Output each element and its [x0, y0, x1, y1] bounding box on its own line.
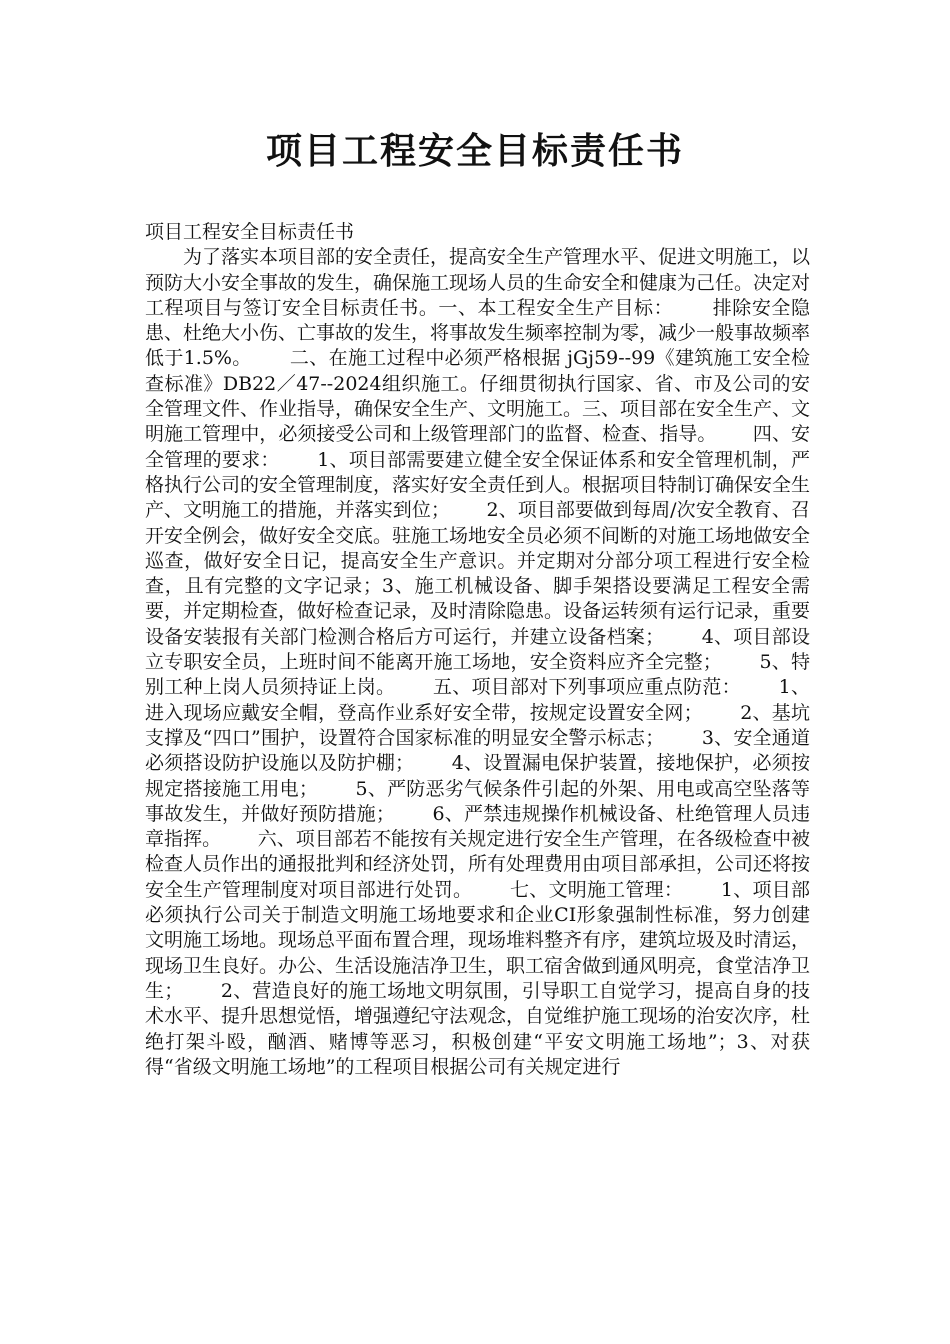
document-title: 项目工程安全目标责任书 — [265, 131, 684, 172]
document-paragraph: 为了落实本项目部的安全责任，提高安全生产管理水平、促进文明施工，以预防大小安全事故的发生，确保施工现场人员的生命安全和健康为己任。决定对工程项目与签订安全目标责任书。一、本工程安全生产目标： 排除安全隐患、杜绝大小伤、亡事故的发生，将事故发生频率控制为零，减少一般事故频率低于1.5%。 二、在施工过程中必须严格根据 jGj59--99《建筑施工安全检查标准》DB22／47--2024组织施工。仔细贯彻执行国家、省、市及公司的安全管理文件、作业指导，确保安全生产、文明施工。三、项目部在安全生产、文明施工管理中，必须接受公司和上级管理部门的监督、检查、指导。 四、安全管理的要求： 1、项目部需要建立健全安全保证体系和安全管理机制，严格执行公司的安全管理制度，落实好安全责任到人。根据项目特制订确保安全生产、文明施工的措施，并落实到位； 2、项目部要做到每周/次安全教育、召开安全例会，做好安全交底。驻施工场地安全员必须不间断的对施工场地做安全巡查，做好安全日记，提高安全生产意识。并定期对分部分项工程进行安全检查，且有完整的文字记录；3、施工机械设备、脚手架搭设要满足工程安全需要，并定期检查，做好检查记录，及时清除隐患。设备运转须有运行记录，重要设备安装报有关部门检测合格后方可运行，并建立设备档案； 4、项目部设立专职安全员，上班时间不能离开施工场地，安全资料应齐全完整； 5、特别工种上岗人员须持证上岗。 五、项目部对下列事项应重点防范： 1、进入现场应戴安全帽，登高作业系好安全带，按规定设置安全网； 2、基坑支撑及“四口”围护，设置符合国家标准的明显安全警示标志； 3、安全通道必须搭设防护设施以及防护棚； 4、设置漏电保护装置，接地保护，必须按规定搭接施工用电； 5、严防恶劣气候条件引起的外架、用电或高空坠落等事故发生，并做好预防措施； 6、严禁违规操作机械设备、杜绝管理人员违章指挥。 六、项目部若不能按有关规定进行安全生产管理，在各级检查中被检查人员作出的通报批判和经济处罚，所有处理费用由项目部承担，公司还将按安全生产管理制度对项目部进行处罚。 七、文明施工管理： 1、项目部必须执行公司关于制造文明施工场地要求和企业CI形象强制性标准，努力创建文明施工场地。现场总平面布置合理，现场堆料整齐有序，建筑垃圾及时清运，现场卫生良好。办公、生活设施洁净卫生，职工宿舍做到通风明亮，食堂洁净卫生； 2、营造良好的施工场地文明氛围，引导职工自觉学习，提高自身的技术水平、提升思想觉悟，增强遵纪守法观念，自觉维护施工现场的治安次序，杜绝打架斗殴，酗酒、赌博等恶习，积极创建“平安文明施工场地”；3、对获得“省级文明施工场地”的工程项目根据公司有关规定进行 — [145, 246, 811, 1078]
document-subtitle: 项目工程安全目标责任书 — [145, 221, 355, 243]
document-body — [145, 220, 810, 1080]
